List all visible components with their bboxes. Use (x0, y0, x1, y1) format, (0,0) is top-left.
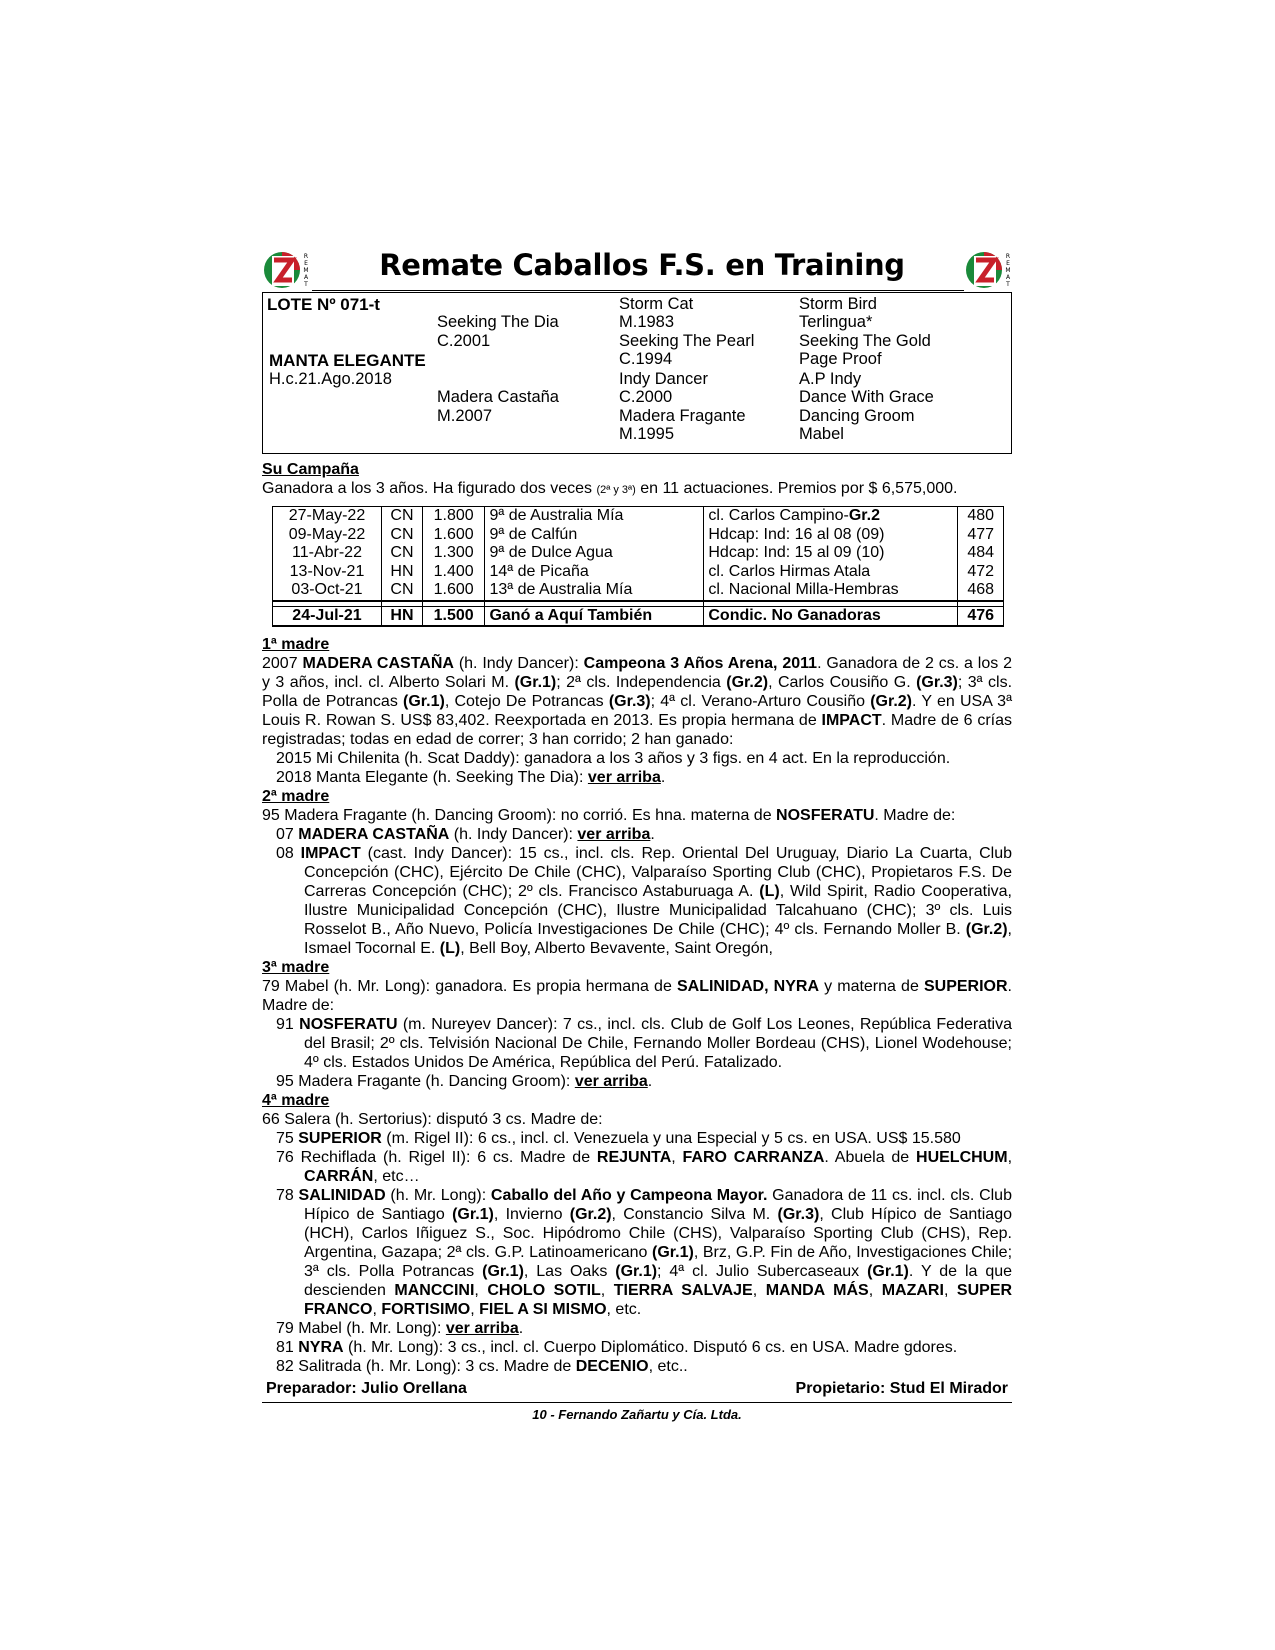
race-class (704, 563, 958, 582)
bold-text: FIEL A SI MISMO (479, 1301, 607, 1318)
svg-text:M: M (1005, 267, 1011, 274)
text-run: (h. Mr. Long): 3 cs., incl. cl. Cuerpo Diplomático. Disputó 6 cs. en USA. Madre gdores. (343, 1339, 958, 1356)
text-run: . Madre de 6 crías registradas; todas en edad de correr; 3 han corrido; 2 han ganado: (262, 712, 1013, 748)
text-run: 76 Rechiflada (h. Rigel II): 6 cs. Madre de (276, 1149, 597, 1166)
bold-text: MAZARI (881, 1282, 944, 1299)
document-title: Remate Caballos F.S. en Training (379, 248, 905, 282)
text-run: , Club Hípico de Santiago (HCH), Carlos Iñiguez S., Soc. Hipódromo Chile (CHS), Valparaíso Sporting Club (CHS), Rep. Argentina, Gazapa; 2ª cls. G.P. Latinoamericano (304, 1206, 1012, 1261)
bold-text: (Gr.1) (514, 674, 557, 691)
text-run: , (943, 1282, 957, 1299)
bold-text: SALINIDAD, NYRA (676, 978, 819, 995)
text-run: Ganadora de 11 cs. incl. cls. Club Hípico de Santiago (304, 1187, 1012, 1223)
bold-text: FARO CARRANZA (682, 1149, 825, 1166)
pedigree-box (262, 292, 1012, 454)
ancestor: Seeking The Gold (799, 332, 931, 350)
text-run: (h. Indy Dancer): (449, 826, 578, 843)
race-row (273, 507, 1004, 526)
ancestor: Page Proof (799, 350, 882, 368)
text-run: 82 Salitrada (h. Mr. Long): 3 cs. Madre de (276, 1358, 576, 1375)
ancestor: Storm Bird (799, 295, 877, 313)
race-track: HN (381, 563, 422, 582)
race-result: 13ª de Australia Mía (485, 581, 704, 601)
text-run: , Cotejo De Potrancas (444, 693, 609, 710)
sire-info: C.2001 (437, 332, 491, 350)
bold-text: SUPERIOR (923, 978, 1008, 995)
race-result: 14ª de Picaña (485, 563, 704, 582)
bold-text: CHOLO SOTIL (487, 1282, 601, 1299)
text-run: 07 (276, 826, 299, 843)
section-heading-m1: 1ª madre (262, 636, 330, 653)
text-run: . Abuela de (824, 1149, 917, 1166)
text-run: , Las Oaks (523, 1263, 616, 1280)
race-track: CN (381, 544, 422, 563)
text-run: . Y de la que descienden (304, 1263, 1013, 1299)
race-distance: 1.300 (422, 544, 485, 563)
race-date: 11-Abr-22 (273, 544, 382, 563)
text-run: (h. Mr. Long): (385, 1187, 491, 1204)
m3-progeny: 95 Madera Fragante (h. Dancing Groom): ver arriba. (276, 1073, 653, 1090)
section-heading-m2: 2ª madre (262, 788, 330, 805)
granddam-2: Madera Fragante (619, 407, 746, 425)
text-run: , etc.. (648, 1358, 688, 1375)
bold-text: (Gr.3) (916, 674, 958, 691)
race-track: CN (381, 526, 422, 545)
footer-credits (262, 1380, 1012, 1403)
ancestor: Dance With Grace (799, 388, 934, 406)
race-grade: Gr.2 (848, 507, 880, 524)
svg-text:R: R (303, 253, 309, 260)
m2-progeny (262, 844, 1012, 958)
race-weight: 476 (958, 606, 1004, 626)
text-run: , (1007, 1149, 1013, 1166)
text-run: . Ganadora de 2 cs. a los 2 y 3 años, incl. cl. Alberto Solari M. (262, 655, 1013, 691)
m4-progeny (262, 1148, 1012, 1186)
section-heading-m4: 4ª madre (262, 1092, 330, 1109)
race-row (273, 581, 1004, 601)
bold-text: MANCCINI (394, 1282, 475, 1299)
text-run: , (372, 1301, 382, 1318)
race-date: 13-Nov-21 (273, 563, 382, 582)
race-class-text: Hdcap: Ind: 15 al 09 (10) (708, 544, 885, 561)
text-run: 81 (276, 1339, 299, 1356)
bold-text: SUPERIOR (298, 1130, 382, 1147)
text-run: , etc… (373, 1168, 420, 1185)
text-run: , etc. (606, 1301, 642, 1318)
bold-text: (Gr.3) (777, 1206, 820, 1223)
bold-text: REJUNTA (596, 1149, 672, 1166)
svg-text:T: T (304, 281, 308, 288)
race-weight: 477 (958, 526, 1004, 545)
text-run: , Bell Boy, Alberto Bevavente, Saint Oregón, (460, 940, 773, 957)
section-heading-m3: 3ª madre (262, 959, 330, 976)
race-result: 9ª de Dulce Agua (485, 544, 704, 563)
text-run: , Constancio Silva M. (611, 1206, 778, 1223)
text-run: (cast. Indy Dancer): 15 cs., incl. cls. Rep. Oriental Del Uruguay, Diario La Cuarta, Club Concepción (CHC), Ejército De Chile (CHC), Valparaíso Sporting Club (CHC), Propietaros F.S. De Carreras Concepción (CHC); 2º cls. Francisco Astaburuaga A. (304, 845, 1012, 900)
bold-text: HUELCHUM (916, 1149, 1008, 1166)
race-weight: 472 (958, 563, 1004, 582)
race-result: 9ª de Australia Mía (485, 507, 704, 526)
race-track: HN (381, 606, 422, 626)
sire-name: Seeking The Dia (437, 313, 559, 331)
bold-text: (Gr.2) (569, 1206, 612, 1223)
grandsire-1-info: M.1983 (619, 313, 675, 331)
header-rule (312, 290, 964, 291)
bold-text: (Gr.1) (615, 1263, 658, 1280)
race-weight: 468 (958, 581, 1004, 601)
race-date: 03-Oct-21 (273, 581, 382, 601)
dam-name: Madera Castaña (437, 388, 559, 406)
bold-text: (Gr.2) (965, 921, 1008, 938)
svg-text:E: E (304, 260, 308, 267)
svg-text:A: A (303, 274, 309, 281)
text-run: . Madre de: (262, 978, 1012, 1014)
bold-text: MANDA MÁS (765, 1282, 869, 1299)
text-run: ; 2ª cls. Independencia (556, 674, 727, 691)
m4-progeny (262, 1338, 1012, 1357)
svg-text:A: A (1005, 274, 1011, 281)
text-run: (m. Rigel II): 6 cs., incl. cl. Venezuela y una Especial y 5 cs. en USA. US$ 15.580 (381, 1130, 961, 1147)
text-run: , Brz, G.P. Fin de Año, Investigaciones Chile; 3ª cls. Polla Potrancas (304, 1244, 1013, 1280)
m2-paragraph (262, 806, 1012, 825)
bold-text: MADERA CASTAÑA (302, 655, 454, 672)
remates-logo (964, 246, 1016, 292)
m4-progeny (262, 1357, 1012, 1376)
m3-paragraph (262, 977, 1012, 1015)
bold-text: Caballo del Año y Campeona Mayor. (490, 1187, 768, 1204)
text-run: , (474, 1282, 488, 1299)
bold-text: (Gr.2) (870, 693, 913, 710)
lot-number: LOTE Nº 071-t (267, 295, 380, 314)
text-run: y materna de (819, 978, 924, 995)
text-run: 08 (276, 845, 301, 862)
bold-text: DECENIO (575, 1358, 649, 1375)
text-run: ; 4ª cl. Verano-Arturo Cousiño (650, 693, 871, 710)
bold-text: SALINIDAD (298, 1187, 386, 1204)
text-run: (h. Indy Dancer): (453, 655, 584, 672)
grandsire-2-info: C.2000 (619, 388, 673, 406)
bold-text: FORTISIMO (381, 1301, 471, 1318)
race-weight: 480 (958, 507, 1004, 526)
page-footer: 10 - Fernando Zañartu y Cía. Ltda. (532, 1407, 742, 1422)
race-distance: 1.800 (422, 507, 485, 526)
granddam-1-info: C.1994 (619, 350, 673, 368)
race-class-text: cl. Nacional Milla-Hembras (708, 581, 899, 598)
text-run: 75 (276, 1130, 299, 1147)
horse-name: MANTA ELEGANTE (269, 351, 426, 370)
text-run: , (600, 1282, 614, 1299)
race-distance: 1.400 (422, 563, 485, 582)
text-run: (m. Nureyev Dancer): 7 cs., incl. cls. Club de Golf Los Leones, República Federativa del Brasil; 2º cls. Telvisión Nacional De Chile, Fernando Moller Bordeau (CHS), Lionel Wodehouse; 4º cls. Estados Unidos De América, República del Perú. Fatalizado. (304, 1016, 1012, 1071)
race-distance: 1.600 (422, 581, 485, 601)
m4-paragraph: 66 Salera (h. Sertorius): disputó 3 cs. Madre de: (262, 1111, 603, 1128)
race-record-table (272, 506, 1004, 627)
text-run: 78 (276, 1187, 299, 1204)
m4-progeny: 79 Mabel (h. Mr. Long): ver arriba. (276, 1320, 524, 1337)
bold-text: (Gr.2) (726, 674, 769, 691)
bold-text: (Gr.1) (403, 693, 445, 710)
document-header (262, 240, 1012, 292)
race-class (704, 581, 958, 601)
svg-text:M: M (303, 267, 309, 274)
bold-text: MADERA CASTAÑA (298, 826, 450, 843)
text-run: 2007 (262, 655, 303, 672)
race-distance: 1.600 (422, 526, 485, 545)
race-class (704, 507, 958, 526)
campaign-summary: Ganadora a los 3 años. Ha figurado dos veces (2ª y 3ª) en 11 actuaciones. Premios por $ 6,575,000. (262, 480, 958, 497)
bold-text: NOSFERATU (299, 1016, 398, 1033)
text-run: . Madre de: (874, 807, 956, 824)
bold-text: (Gr.3) (608, 693, 651, 710)
race-result: 9ª de Calfún (485, 526, 704, 545)
race-row-win (273, 606, 1004, 626)
race-result: Ganó a Aquí También (485, 606, 704, 626)
ancestor: Mabel (799, 425, 844, 443)
text-run: , Wild Spirit, Radio Cooperativa, Ilustre Municipalidad Concepción (CHC), Ilustre Municipalidad Talcahuano (CHC); 3º cls. Luis Rosselot B., Año Nuevo, Policía Investigaciones De Chile (CHC); 4º cls. Fernando Moller B. (304, 883, 1012, 938)
race-class: Condic. No Ganadoras (704, 606, 958, 626)
bold-text: CARRÁN (304, 1168, 374, 1185)
race-date: 09-May-22 (273, 526, 382, 545)
race-row (273, 544, 1004, 563)
granddam-1: Seeking The Pearl (619, 332, 755, 350)
text-run: , Invierno (493, 1206, 570, 1223)
text-run: 79 Mabel (h. Mr. Long): ganadora. Es propia hermana de (262, 978, 677, 995)
campaign-heading: Su Campaña (262, 461, 359, 478)
bold-text: (Gr.1) (652, 1244, 694, 1261)
grandsire-2: Indy Dancer (619, 370, 708, 388)
race-weight: 484 (958, 544, 1004, 563)
bold-text: (Gr.1) (482, 1263, 524, 1280)
grandsire-1: Storm Cat (619, 295, 694, 313)
m4-progeny (262, 1186, 1012, 1319)
bold-text: (L) (439, 940, 461, 957)
trainer-label: Preparador: Julio Orellana (266, 1380, 467, 1397)
race-track: CN (381, 581, 422, 601)
document-page (262, 240, 1012, 1422)
horse-desc: H.c.21.Ago.2018 (269, 370, 392, 388)
ancestor: Dancing Groom (799, 407, 915, 425)
text-run: ; 3ª cls. Polla de Potrancas (262, 674, 1013, 710)
bold-text: (Gr.1) (452, 1206, 494, 1223)
bold-text: NOSFERATU (776, 807, 875, 824)
bold-text: IMPACT (300, 845, 361, 862)
granddam-2-info: M.1995 (619, 425, 675, 443)
text-run: , (470, 1301, 480, 1318)
race-class (704, 544, 958, 563)
svg-text:T: T (1006, 281, 1010, 288)
m1-progeny: 2015 Mi Chilenita (h. Scat Daddy): ganadora a los 3 años y 3 figs. en 4 act. En la reproducción. (276, 750, 951, 767)
bold-text: TIERRA SALVAJE (613, 1282, 753, 1299)
bold-text: NYRA (298, 1339, 344, 1356)
svg-text:E: E (1006, 260, 1010, 267)
race-track: CN (381, 507, 422, 526)
ancestor: Terlingua* (799, 313, 873, 331)
race-class-text: Hdcap: Ind: 16 al 08 (09) (708, 525, 885, 543)
race-date: 24-Jul-21 (273, 606, 382, 626)
remates-logo (262, 246, 314, 292)
race-distance: 1.500 (422, 606, 485, 626)
text-run: , (752, 1282, 766, 1299)
m2-progeny: 07 MADERA CASTAÑA (h. Indy Dancer): ver arriba. (276, 826, 655, 843)
race-class-text: cl. Carlos Hirmas Atala (708, 562, 871, 580)
race-class (704, 526, 958, 545)
m4-progeny (262, 1129, 1012, 1148)
bold-text: Campeona 3 Años Arena, 2011 (583, 655, 818, 672)
bold-text: (Gr.1) (867, 1263, 909, 1280)
race-date: 27-May-22 (273, 507, 382, 526)
race-row (273, 526, 1004, 545)
m1-progeny: 2018 Manta Elegante (h. Seeking The Dia): ver arriba. (276, 769, 666, 786)
dam-info: M.2007 (437, 407, 493, 425)
bold-text: (L) (759, 883, 780, 900)
m1-paragraph (262, 654, 1012, 749)
bold-text: IMPACT (821, 712, 882, 729)
text-run: . Y en USA 3ª Louis R. Rowan S. US$ 83,402. Reexportada en 2013. Es propia hermana de (262, 693, 1012, 729)
text-run: , (868, 1282, 882, 1299)
text-run: 91 (276, 1016, 300, 1033)
bold-text: SUPER FRANCO (304, 1282, 1013, 1318)
text-run: , (671, 1149, 683, 1166)
text-run: ; 4ª cl. Julio Subercaseaux (657, 1263, 868, 1280)
ancestor: A.P Indy (799, 370, 862, 388)
svg-text:R: R (1005, 253, 1011, 260)
text-run: 95 Madera Fragante (h. Dancing Groom): no corrió. Es hna. materna de (262, 807, 777, 824)
m3-progeny (262, 1015, 1012, 1072)
owner-label: Propietario: Stud El Mirador (795, 1380, 1008, 1397)
text-run: , Ismael Tocornal E. (304, 921, 1012, 957)
text-run: , Carlos Cousiño G. (768, 674, 917, 691)
race-row (273, 563, 1004, 582)
race-class-text: cl. Carlos Campino- (708, 507, 849, 524)
